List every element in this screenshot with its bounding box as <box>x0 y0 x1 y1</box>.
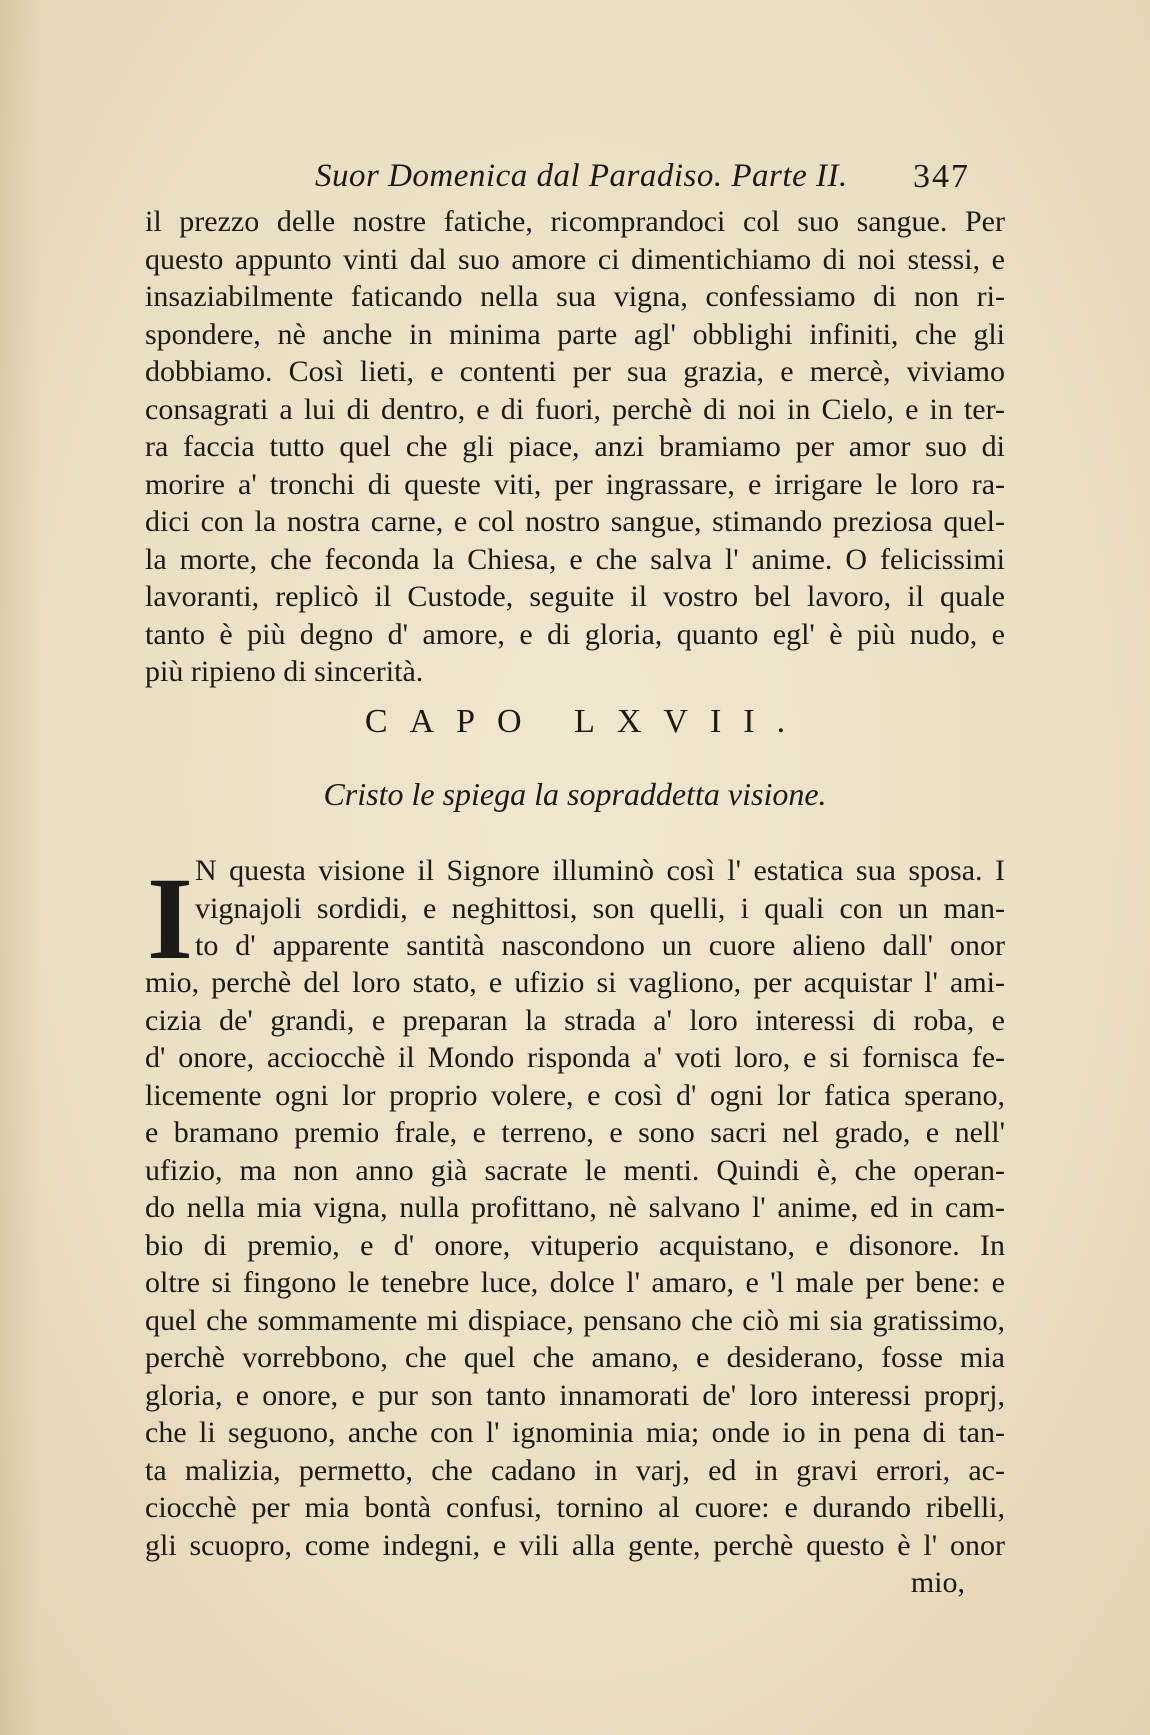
text-line: quel che sommamente mi dispiace, pensano che ciò mi sia gratissimo, <box>145 1303 1005 1337</box>
page-number: 347 <box>913 158 970 195</box>
binding-shadow <box>0 0 40 1735</box>
text-line: dobbiamo. Così lieti, e contenti per sua grazia, e mercè, viviamo <box>145 355 1005 388</box>
text-line: più ripieno di sincerità. <box>145 655 424 688</box>
text-line: d' onore, acciocchè il Mondo risponda a' voti loro, e si fornisca fe- <box>145 1041 1005 1074</box>
drop-cap-lines <box>195 852 1005 965</box>
catchword: mio, <box>910 1566 965 1599</box>
text-line: ufizio, ma non anno già sacrate le menti. Quindi è, che operan- <box>145 1153 1005 1187</box>
text-line: tanto è più degno d' amore, e di gloria, quanto egl' è più nudo, e <box>145 617 1005 651</box>
text-line: spondere, nè anche in minima parte agl' obblighi infiniti, che gli <box>145 317 1005 351</box>
text-line: che li seguono, anche con l' ignominia mia; onde io in pena di tan- <box>145 1416 1005 1449</box>
text-line: do nella mia vigna, nulla profittano, nè salvano l' anime, ed in cam- <box>145 1191 1005 1224</box>
text-line: vignajoli sordidi, e neghittosi, son quelli, i quali con un man- <box>195 891 1005 925</box>
text-line: oltre si fingono le tenebre luce, dolce l' amaro, e 'l male per bene: e <box>145 1266 1005 1299</box>
chapter-summary: Cristo le spiega la sopraddetta visione. <box>323 776 827 812</box>
text-line: consagrati a lui di dentro, e di fuori, perchè di noi in Cielo, e in ter- <box>145 392 1005 426</box>
text-line: to d' apparente santità nascondono un cuore alieno dall' onor <box>195 929 1005 962</box>
chapter-body <box>145 964 1005 1602</box>
continued-paragraph <box>145 203 1005 691</box>
running-title: Suor Domenica dal Paradiso. Parte II. <box>315 158 848 194</box>
text-line: ta malizia, permetto, che cadano in varj, ed in gravi errori, ac- <box>145 1453 1005 1487</box>
text-line: e bramano premio frale, e terreno, e sono sacri nel grado, e nell' <box>145 1116 1005 1149</box>
text-line: la morte, che feconda la Chiesa, e che salva l' anime. O felicissimi <box>145 542 1005 576</box>
text-line: bio di premio, e d' onore, vituperio acquistano, e disonore. In <box>145 1228 1005 1262</box>
text-line: gloria, e onore, e pur son tanto innamorati de' loro interessi proprj, <box>145 1378 1005 1412</box>
page-header <box>140 158 1010 204</box>
text-line: mio, perchè del loro stato, e ufizio si vagliono, per acquistar l' ami- <box>145 966 1005 999</box>
text-line: insaziabilmente faticando nella sua vigna, confessiamo di non ri- <box>145 280 1005 313</box>
text-line: cizia de' grandi, e preparan la strada a' loro interessi di roba, e <box>145 1003 1005 1037</box>
text-line: questo appunto vinti dal suo amore ci dimentichiamo di noi stessi, e <box>145 242 1005 276</box>
text-line: perchè vorrebbono, che quel che amano, e desiderano, fosse mia <box>145 1341 1005 1374</box>
text-line: dici con la nostra carne, e col nostro sangue, stimando preziosa quel- <box>145 505 1005 538</box>
text-line: morire a' tronchi di queste viti, per ingrassare, e irrigare le loro ra- <box>145 467 1005 501</box>
drop-cap-initial: I <box>147 853 193 984</box>
text-line: N questa visione il Signore illuminò così l' estatica sua sposa. I <box>195 854 1005 887</box>
text-line: ra faccia tutto quel che gli piace, anzi bramiamo per amor suo di <box>145 430 1005 463</box>
text-line: il prezzo delle nostre fatiche, ricomprandoci col suo sangue. Per <box>145 205 1005 238</box>
text-line: licemente ogni lor proprio volere, e così d' ogni lor fatica sperano, <box>145 1078 1005 1112</box>
text-line: ciocchè per mia bontà confusi, tornino al cuore: e durando ribelli, <box>145 1491 1005 1524</box>
text-line: gli scuopro, come indegni, e vili alla gente, perchè questo è l' onor <box>145 1528 1005 1562</box>
text-line: lavoranti, replicò il Custode, seguite il vostro bel lavoro, il quale <box>145 580 1005 613</box>
chapter-heading: CAPO LXVII. <box>364 703 808 740</box>
